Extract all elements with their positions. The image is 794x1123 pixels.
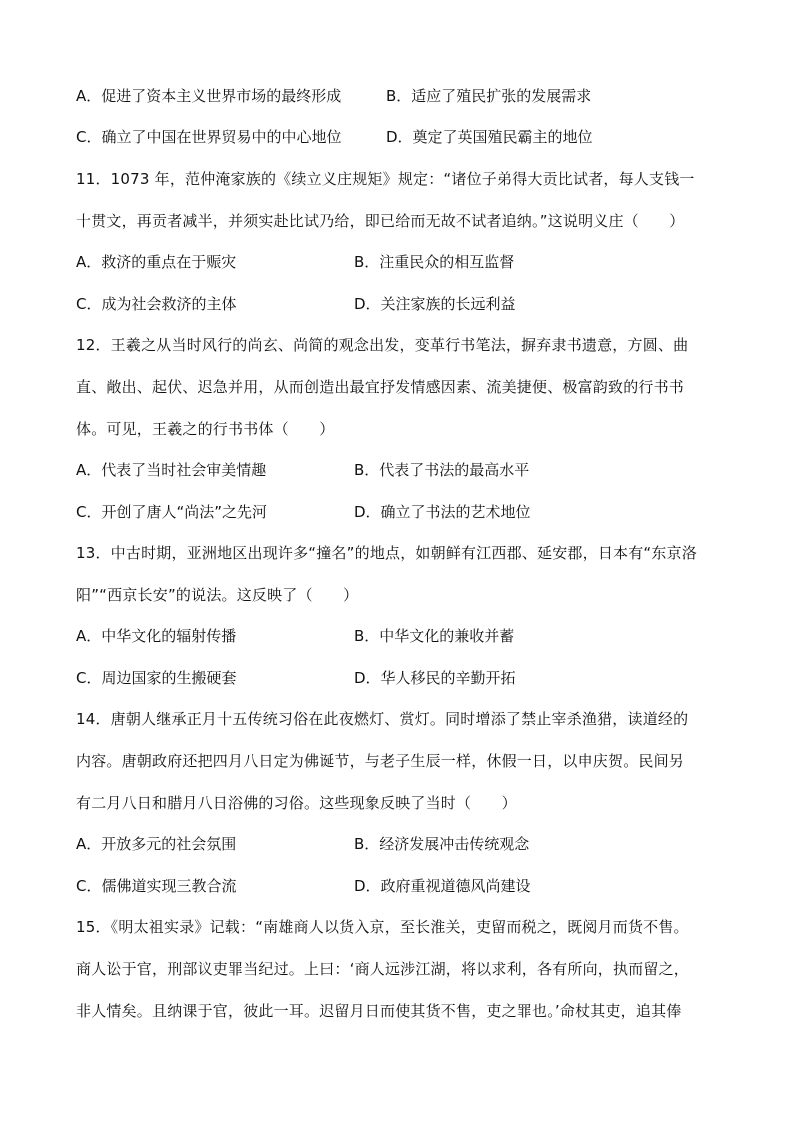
q11-options-row-2 xyxy=(76,294,726,314)
q12-option-d[interactable]: D．确立了书法的艺术地位 xyxy=(354,503,531,521)
q12-option-b[interactable]: B．代表了书法的最高水平 xyxy=(354,461,530,479)
q10-option-b[interactable]: B．适应了殖民扩张的发展需求 xyxy=(386,87,592,105)
q15-stem-line-1: 15．《明太祖实录》记载：“南雄商人以货入京，至长淮关，吏留而税之，既阅月而货不售。 xyxy=(76,918,689,936)
q13-options-row-2 xyxy=(76,668,726,688)
q13-option-b[interactable]: B．中华文化的兼收并蓄 xyxy=(354,627,515,645)
q14-option-a[interactable]: A．开放多元的社会氛围 xyxy=(76,835,237,853)
q13-stem-line-2: 阳”“西京长安”的说法。这反映了（ ） xyxy=(76,586,359,604)
q11-option-d[interactable]: D．关注家族的长远利益 xyxy=(354,295,516,313)
q10-options-row-1 xyxy=(76,86,726,106)
q10-option-c[interactable]: C．确立了中国在世界贸易中的中心地位 xyxy=(76,128,342,146)
q14-stem-line-2: 内容。唐朝政府还把四月八日定为佛诞节，与老子生辰一样，休假一日，以申庆贺。民间另 xyxy=(76,752,685,770)
q12-options-row-1 xyxy=(76,460,726,480)
q12-stem-line-3: 体。可见，王羲之的行书书体（ ） xyxy=(76,420,335,438)
q10-option-d[interactable]: D．奠定了英国殖民霸主的地位 xyxy=(386,128,593,146)
q13-option-d[interactable]: D．华人移民的辛勤开拓 xyxy=(354,669,516,687)
q13-option-c[interactable]: C．周边国家的生搬硬套 xyxy=(76,669,237,687)
q14-options-row-1 xyxy=(76,834,726,854)
q15-stem-line-2: 商人讼于官，刑部议吏罪当纪过。上曰：‘商人远涉江湖，将以求利，各有所向，执而留之， xyxy=(76,960,689,978)
q14-options-row-2 xyxy=(76,876,726,896)
q13-option-a[interactable]: A．中华文化的辐射传播 xyxy=(76,627,237,645)
q11-option-b[interactable]: B．注重民众的相互监督 xyxy=(354,253,515,271)
q12-option-a[interactable]: A．代表了当时社会审美情趣 xyxy=(76,461,267,479)
q14-option-d[interactable]: D．政府重视道德风尚建设 xyxy=(354,877,531,895)
q14-option-c[interactable]: C．儒佛道实现三教合流 xyxy=(76,877,237,895)
q12-stem-line-2: 直、敞出、起伏、迟急并用，从而创造出最宜抒发情感因素、流美捷便、极富韵致的行书书 xyxy=(76,378,685,396)
q11-stem-line-1: 11．1073 年，范仲淹家族的《续立义庄规矩》规定：“诸位子弟得大贡比试者，每人支钱一 xyxy=(76,170,695,188)
q11-option-a[interactable]: A．救济的重点在于赈灾 xyxy=(76,253,237,271)
q12-options-row-2 xyxy=(76,502,726,522)
q14-option-b[interactable]: B．经济发展冲击传统观念 xyxy=(354,835,530,853)
q11-option-c[interactable]: C．成为社会救济的主体 xyxy=(76,295,237,313)
q15-stem-line-3: 非人情矣。且纳课于官，彼此一耳。迟留月日而使其货不售，吏之罪也。’命杖其吏，追其俸 xyxy=(76,1002,682,1020)
q11-options-row-1 xyxy=(76,252,726,272)
q10-options-row-2 xyxy=(76,127,726,147)
q12-option-c[interactable]: C．开创了唐人“尚法”之先河 xyxy=(76,503,268,521)
q13-stem-line-1: 13．中古时期，亚洲地区出现许多“撞名”的地点，如朝鲜有江西郡、延安郡，日本有“东京洛 xyxy=(76,544,698,562)
q14-stem-line-1: 14．唐朝人继承正月十五传统习俗在此夜燃灯、赏灯。同时增添了禁止宰杀渔猎，读道经的 xyxy=(76,710,689,728)
q12-stem-line-1: 12．王羲之从当时风行的尚玄、尚简的观念出发，变革行书笔法，摒弃隶书遗意，方圆、曲 xyxy=(76,336,689,354)
q14-stem-line-3: 有二月八日和腊月八日浴佛的习俗。这些现象反映了当时（ ） xyxy=(76,794,517,812)
q10-option-a[interactable]: A．促进了资本主义世界市场的最终形成 xyxy=(76,87,342,105)
q11-stem-line-2: 十贯文，再贡者减半，并须实赴比试乃给，即已给而无故不试者追纳。”这说明义庄（ ） xyxy=(76,212,685,230)
q13-options-row-1 xyxy=(76,626,726,646)
